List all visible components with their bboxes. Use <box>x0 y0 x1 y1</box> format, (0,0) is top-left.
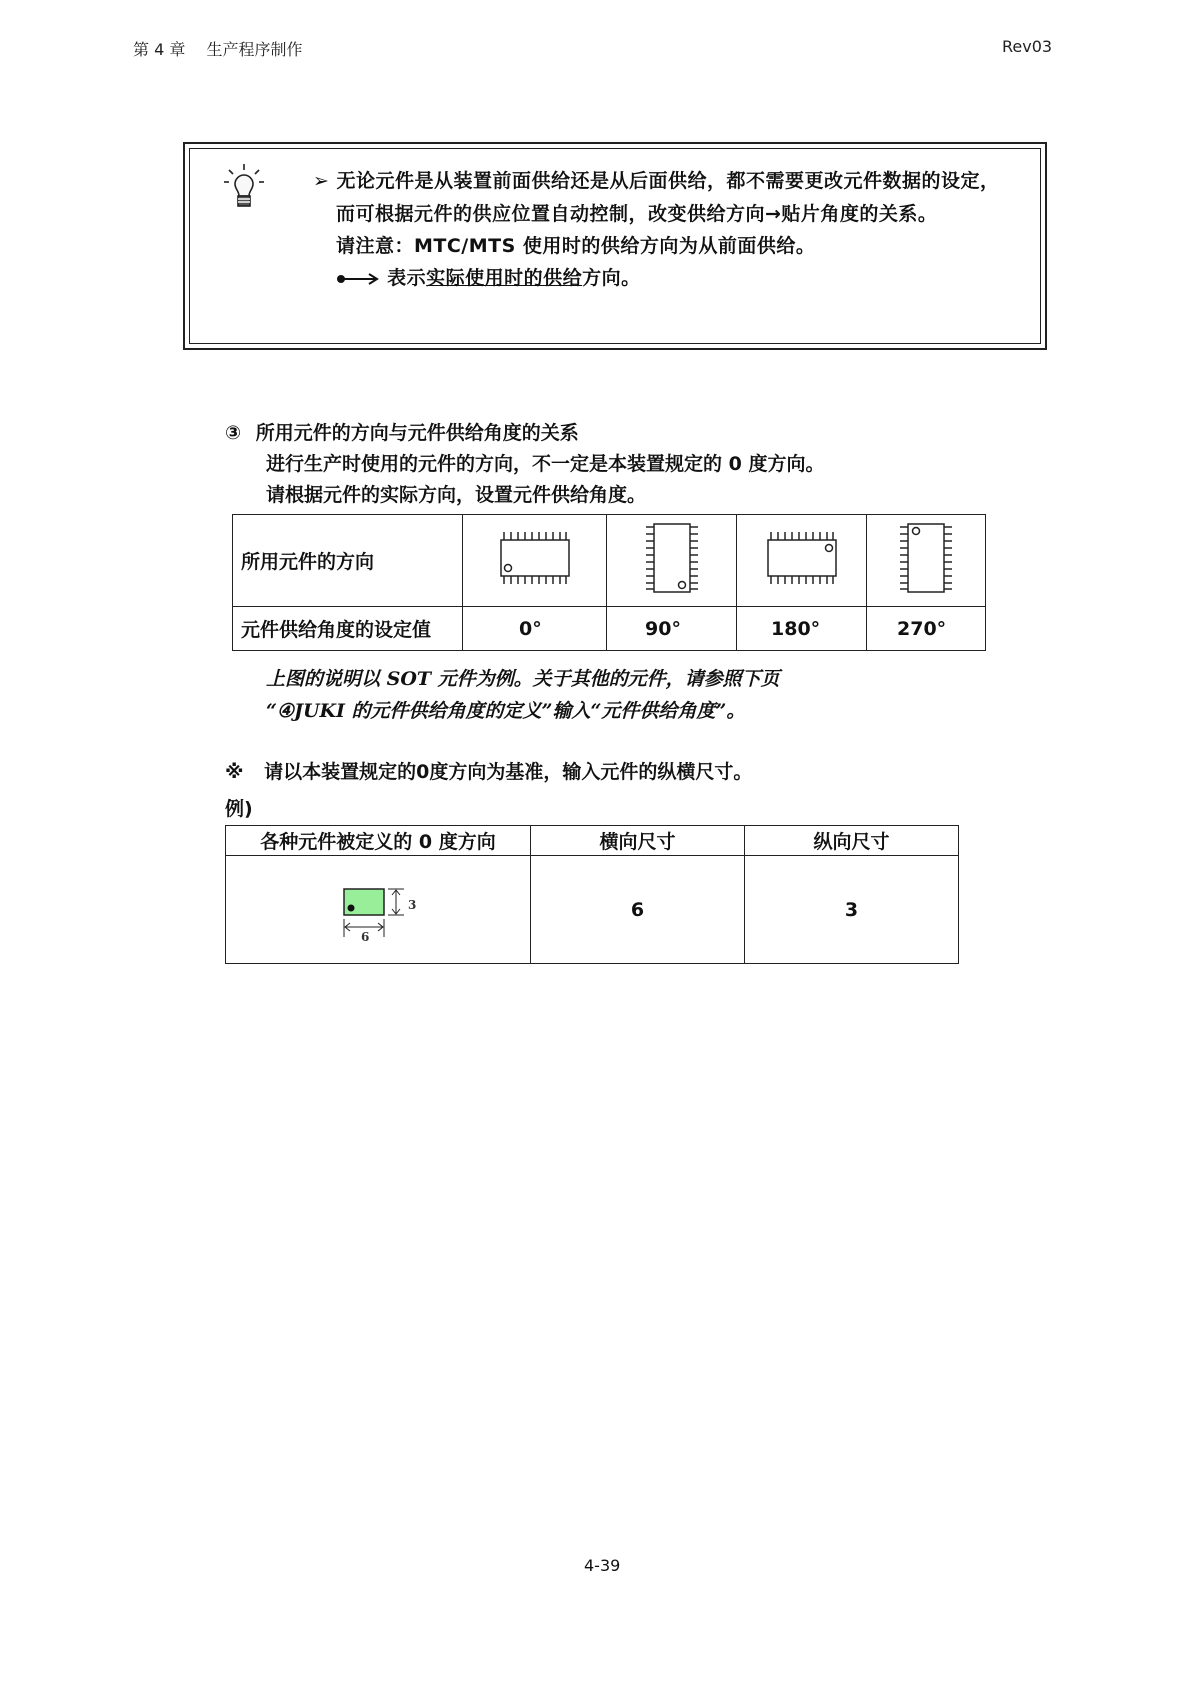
note-line-1: 无论元件是从装置前面供给还是从后面供给，都不需要更改元件数据的设定， <box>336 170 1000 192</box>
angle-value-270: 270° <box>867 607 986 651</box>
page-number: 4-39 <box>584 1556 621 1575</box>
bullet-arrow-icon: ➢ <box>313 170 337 192</box>
component-0deg-icon <box>463 515 607 607</box>
size-table <box>225 825 959 964</box>
component-180deg-icon <box>737 515 867 607</box>
note-line-4-underlined: 实际使用时的供给 <box>426 267 583 289</box>
chapter-header: 第 4 章 生产程序制作 <box>133 40 303 59</box>
angle-value-180: 180° <box>737 607 867 651</box>
angle-value-90: 90° <box>607 607 737 651</box>
component-270deg-icon <box>867 515 986 607</box>
size-header-height: 纵向尺寸 <box>745 826 959 856</box>
note-line-2: 而可根据元件的供应位置自动控制，改变供给方向→贴片角度的关系。 <box>336 203 938 225</box>
section-title: 所用元件的方向与元件供给角度的关系 <box>255 422 579 444</box>
diagram-height-label: 3 <box>408 897 417 912</box>
revision-label: Rev03 <box>1002 37 1053 56</box>
angle-row-label: 元件供给角度的设定值 <box>233 607 463 651</box>
lightbulb-icon <box>221 162 267 212</box>
section-text-1: 进行生产时使用的元件的方向，不一定是本装置规定的 0 度方向。 <box>266 453 825 475</box>
feed-direction-arrow-icon <box>336 272 380 286</box>
note-line-3: 请注意：MTC/MTS 使用时的供给方向为从前面供给。 <box>336 235 816 257</box>
remark-mark: ※ <box>225 761 244 783</box>
size-header-width: 横向尺寸 <box>531 826 745 856</box>
size-header-orientation: 各种元件被定义的 0 度方向 <box>226 826 531 856</box>
section-number: ③ <box>225 422 242 444</box>
orientation-row-label: 所用元件的方向 <box>233 515 463 607</box>
zero-degree-diagram <box>226 856 531 964</box>
height-value: 3 <box>745 856 959 964</box>
italic-note-1: 上图的说明以 SOT 元件为例。关于其他的元件，请参照下页 <box>266 668 780 690</box>
remark-text: 请以本装置规定的0度方向为基准，输入元件的纵横尺寸。 <box>264 761 753 783</box>
component-90deg-icon <box>607 515 737 607</box>
note-line-4-suffix: 方向。 <box>582 267 641 289</box>
diagram-width-label: 6 <box>361 929 370 944</box>
width-value: 6 <box>531 856 745 964</box>
tip-box <box>183 142 1047 350</box>
example-label: 例) <box>225 798 253 820</box>
angle-value-0: 0° <box>463 607 607 651</box>
section-text-2: 请根据元件的实际方向，设置元件供给角度。 <box>266 484 647 506</box>
angle-table <box>232 514 986 651</box>
italic-note-2: “④JUKI 的元件供给角度的定义”输入“元件供给角度”。 <box>266 700 746 722</box>
note-line-4-prefix: 表示 <box>387 267 427 289</box>
